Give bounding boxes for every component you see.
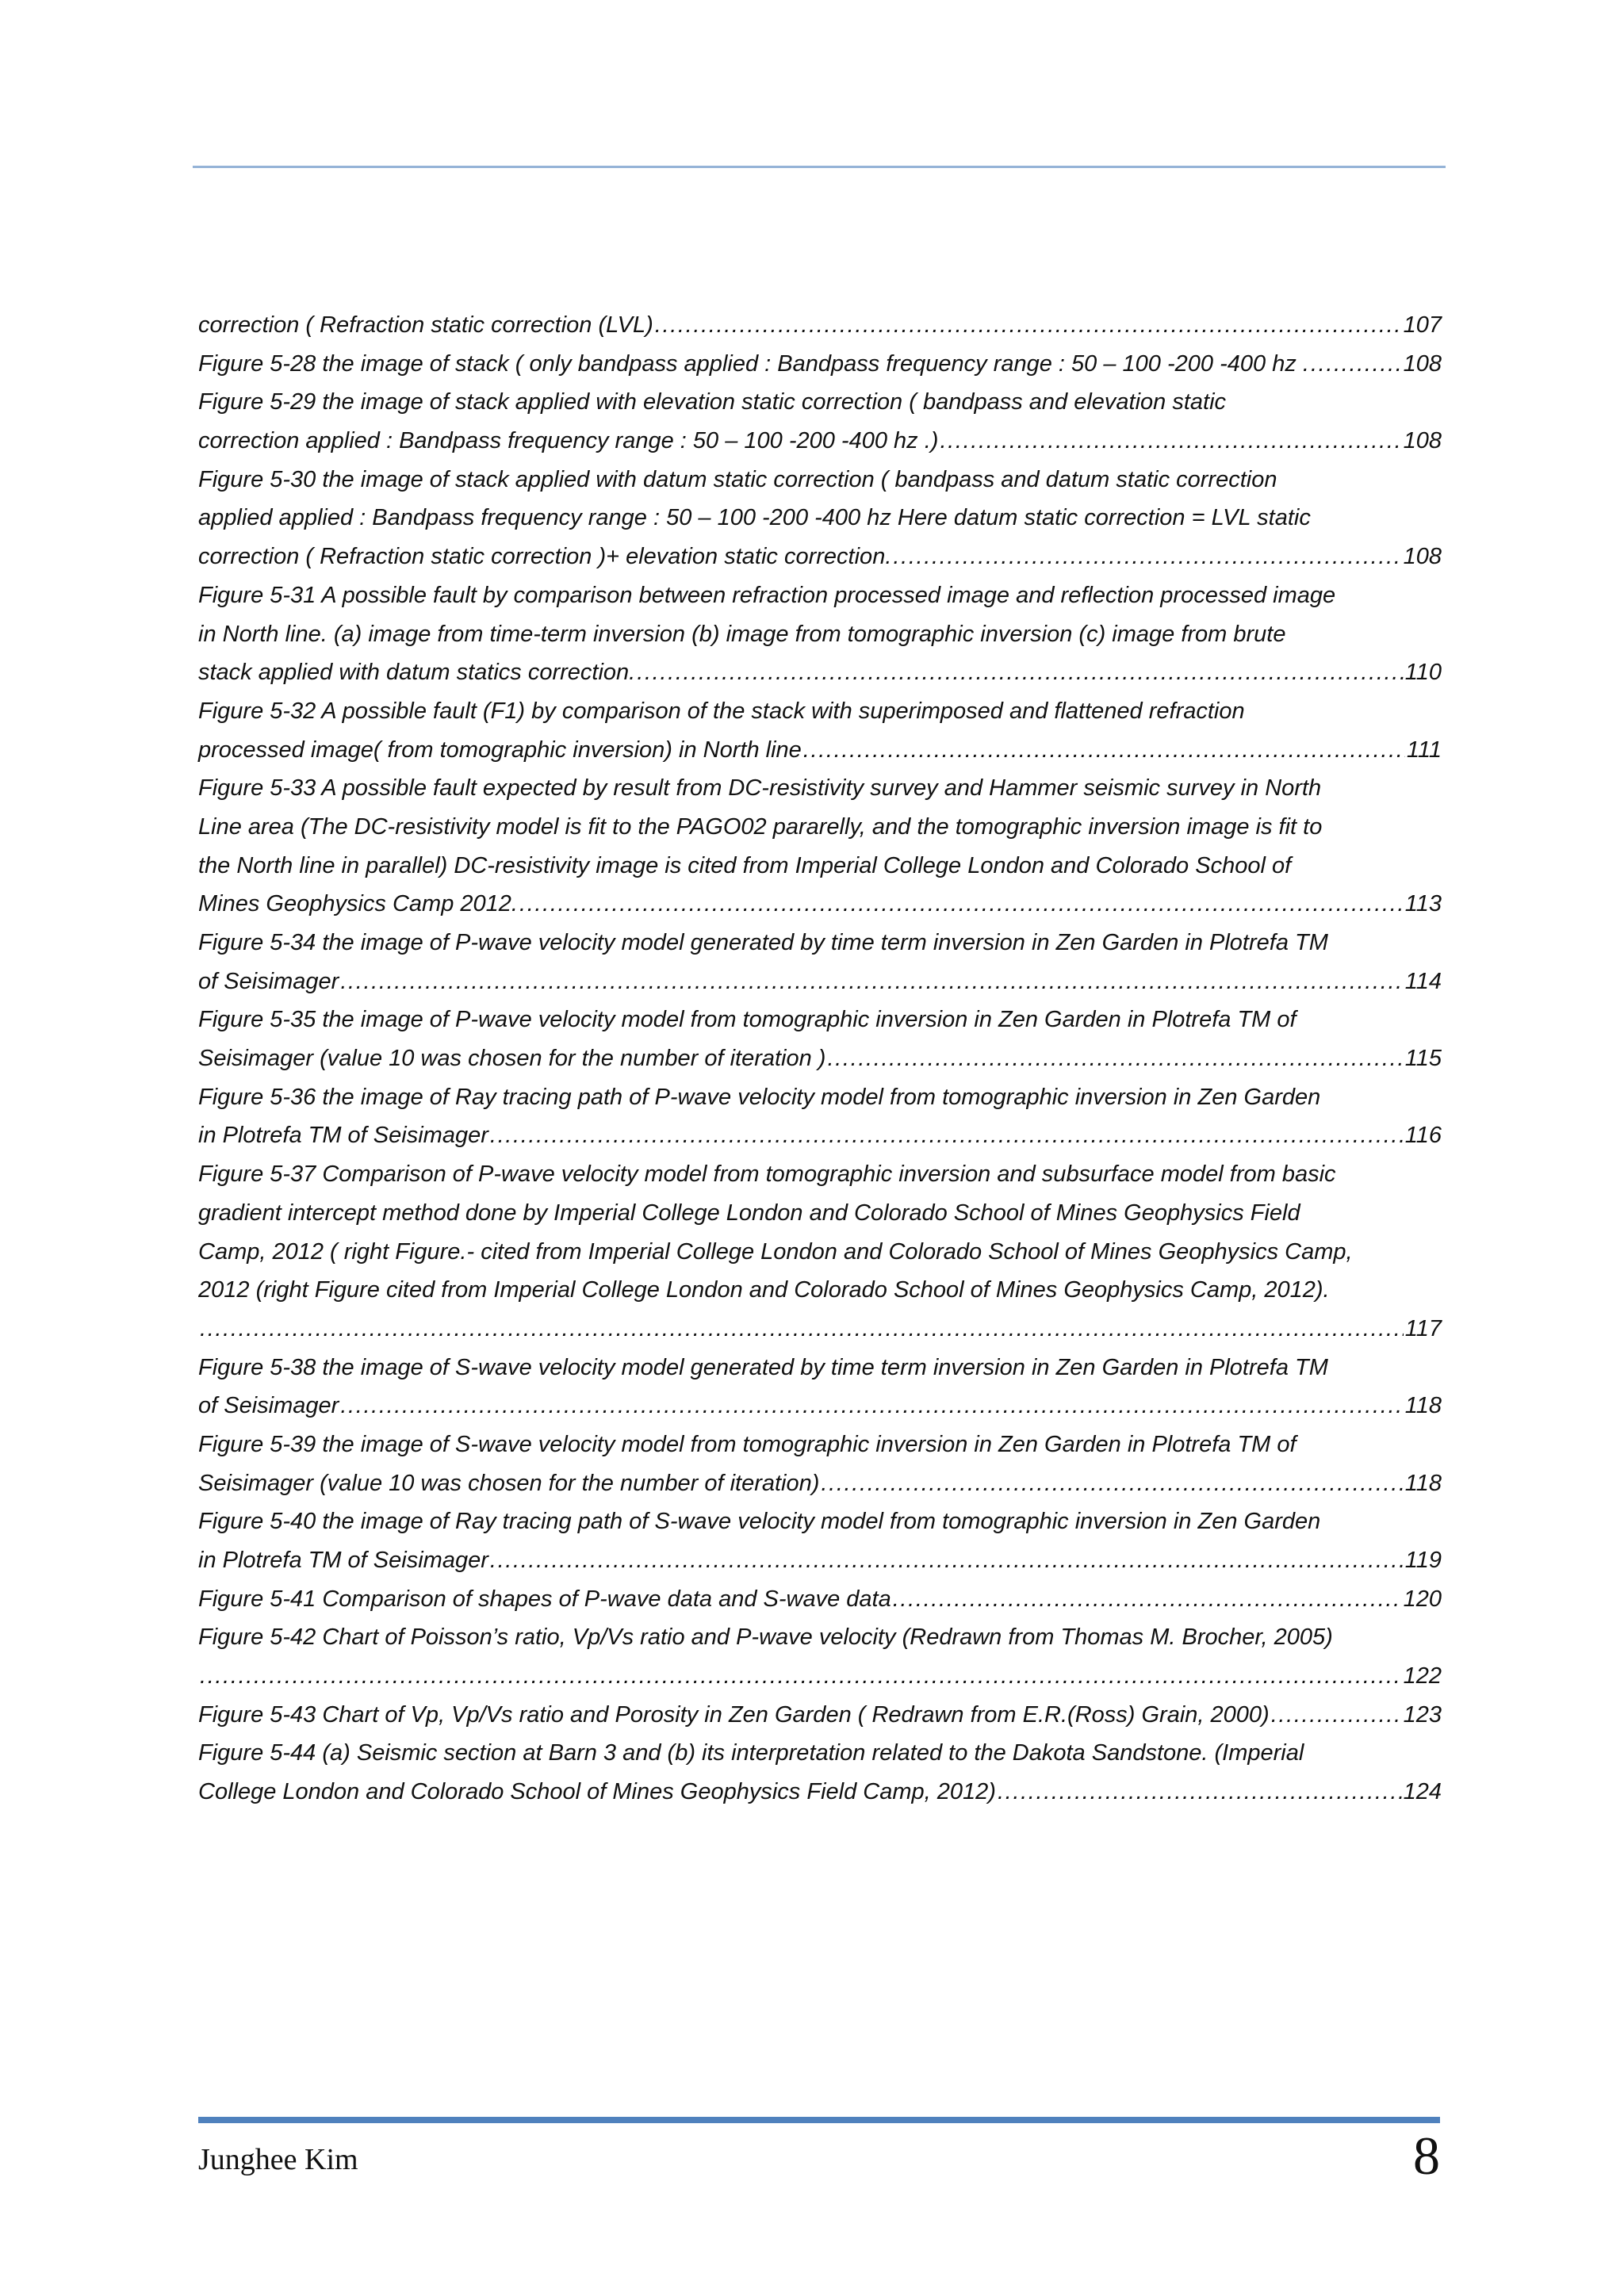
dot-leader <box>655 306 1402 345</box>
toc-entry-last-line <box>198 653 1442 692</box>
toc-entry-text-line: Figure 5-37 Comparison of P-wave velocity model from tomographic inversion and subsurface model from basic <box>198 1161 1336 1188</box>
toc-entry-text: in Plotrefa TM of Seisimager <box>198 1548 488 1573</box>
dot-leader <box>490 1541 1404 1580</box>
toc-entry[interactable] <box>198 1734 1442 1811</box>
toc-entry-text: Seisimager (value 10 was chosen for the number of iteration) <box>198 1470 820 1496</box>
toc-entry[interactable] <box>198 1078 1442 1155</box>
toc-entry-text: processed image( from tomographic inversion) in North line <box>198 737 802 763</box>
toc-page-number: 123 <box>1403 1701 1442 1728</box>
toc-entry-text-line: Figure 5-39 the image of S-wave velocity model from tomographic inversion in Zen Garden in Plotrefa TM of <box>198 1431 1297 1457</box>
toc-entry-text-line: Camp, 2012 ( right Figure.- cited from Imperial College London and Colorado School of Mines Geophysics Camp, <box>198 1238 1353 1265</box>
toc-entry-text-line: Figure 5-44 (a) Seismic section at Barn 3 and (b) its interpretation related to the Dakota Sandstone. (Imperial <box>198 1740 1304 1766</box>
toc-page-number: 108 <box>1403 544 1442 570</box>
toc-entry[interactable] <box>198 1502 1442 1579</box>
toc-entry-text-line: Line area (The DC-resistivity model is fit to the PAGO02 pararelly, and the tomographic inversion image is fit to <box>198 813 1323 840</box>
footer-page-number: 8 <box>1413 2126 1440 2186</box>
toc-entry-last-line <box>198 1773 1442 1812</box>
toc-entry-text-line: Figure 5-40 the image of Ray tracing path of S-wave velocity model from tomographic inversion in Zen Garden <box>198 1509 1321 1535</box>
toc-entry-text: correction ( Refraction static correction )+ elevation static correction. <box>198 544 892 570</box>
toc-entry-text-line: Figure 5-29 the image of stack applied with elevation static correction ( bandpass and elevation static <box>198 389 1227 415</box>
toc-page-number: 119 <box>1404 1548 1442 1573</box>
toc-entry[interactable] <box>198 383 1442 460</box>
toc-entry-text: stack applied with datum statics correction. <box>198 660 636 686</box>
dot-leader <box>200 1310 1404 1349</box>
toc-entry-text: of Seisimager <box>198 1393 339 1419</box>
toc-entry[interactable] <box>198 1696 1442 1735</box>
toc-entry-text-line: applied applied : Bandpass frequency range : 50 – 100 -200 -400 hz Here datum static correction = LVL static <box>198 505 1311 531</box>
toc-entry-last-line <box>198 538 1442 576</box>
toc-entry[interactable] <box>198 576 1442 692</box>
header-rule <box>193 166 1446 168</box>
dot-leader <box>821 1464 1403 1503</box>
toc-entry-last-line <box>198 1310 1442 1349</box>
dot-leader <box>803 731 1405 770</box>
toc-entry-last-line <box>198 1116 1442 1155</box>
toc-entry[interactable] <box>198 692 1442 769</box>
toc-entry-text: Figure 5-43 Chart of Vp, Vp/Vs ratio and Porosity in Zen Garden ( Redrawn from E.R.(Ross) Grain, 2000) <box>198 1701 1270 1728</box>
toc-entry[interactable] <box>198 1001 1442 1077</box>
toc-entry-text-line: Figure 5-36 the image of Ray tracing path of P-wave velocity model from tomographic inversion in Zen Garden <box>198 1084 1321 1110</box>
toc-entry-last-line <box>198 1387 1442 1425</box>
toc-entry-text: of Seisimager <box>198 968 339 994</box>
dot-leader <box>940 422 1401 461</box>
toc-page-number: 110 <box>1404 660 1442 686</box>
toc-entry[interactable] <box>198 924 1442 1001</box>
toc-entry-last-line <box>198 1696 1442 1735</box>
toc-entry-text-line: 2012 (right Figure cited from Imperial College London and Colorado School of Mines Geophysics Camp, 2012). <box>198 1277 1330 1303</box>
toc-entry[interactable] <box>198 1155 1442 1348</box>
toc-entry-last-line <box>198 1657 1442 1696</box>
toc-entry-last-line <box>198 422 1442 461</box>
toc-entry-text: correction applied : Bandpass frequency range : 50 – 100 -200 -400 hz .) <box>198 428 939 454</box>
toc-entry-last-line <box>198 1464 1442 1503</box>
toc-entry-last-line <box>198 885 1442 924</box>
dot-leader <box>519 885 1404 924</box>
toc-entry-last-line <box>198 345 1442 384</box>
dot-leader <box>827 1039 1403 1078</box>
toc-entry-text-line: Figure 5-33 A possible fault expected by result from DC-resistivity survey and Hammer seismic survey in North <box>198 775 1322 802</box>
toc-page-number: 116 <box>1404 1123 1442 1149</box>
toc-page-number: 108 <box>1403 350 1442 377</box>
toc-entry-text: College London and Colorado School of Mines Geophysics Field Camp, 2012) <box>198 1779 996 1805</box>
toc-entry-text: Mines Geophysics Camp 2012. <box>198 891 518 917</box>
toc-entry-text-line: the North line in parallel) DC-resistivity image is cited from Imperial College London and Colorado School of <box>198 852 1292 878</box>
toc-entry-text: in Plotrefa TM of Seisimager <box>198 1123 488 1149</box>
toc-page-number: 120 <box>1403 1586 1442 1612</box>
toc-entry-text-line: Figure 5-30 the image of stack applied with datum static correction ( bandpass and datum static correction <box>198 466 1277 492</box>
toc-page-number: 115 <box>1404 1046 1442 1072</box>
dot-leader <box>1271 1696 1402 1735</box>
toc-entry-text: Seisimager (value 10 was chosen for the number of iteration ) <box>198 1046 826 1072</box>
list-of-figures <box>198 306 1442 1812</box>
dot-leader <box>490 1116 1404 1155</box>
dot-leader <box>893 538 1401 576</box>
dot-leader <box>200 1657 1402 1696</box>
toc-entry-last-line <box>198 962 1442 1001</box>
toc-entry-text-line: Figure 5-34 the image of P-wave velocity model generated by time term inversion in Zen Garden in Plotrefa TM <box>198 930 1328 955</box>
toc-entry-last-line <box>198 1580 1442 1619</box>
toc-entry[interactable] <box>198 1618 1442 1695</box>
toc-entry[interactable] <box>198 306 1442 345</box>
toc-entry[interactable] <box>198 1425 1442 1502</box>
toc-entry-last-line <box>198 1541 1442 1580</box>
toc-entry-text: Figure 5-41 Comparison of shapes of P-wave data and S-wave data <box>198 1586 891 1612</box>
toc-entry-text-line: Figure 5-32 A possible fault (F1) by comparison of the stack with superimposed and flattened refraction <box>198 698 1245 724</box>
toc-entry[interactable] <box>198 461 1442 576</box>
toc-entry-last-line <box>198 1039 1442 1078</box>
toc-page-number: 118 <box>1404 1393 1442 1419</box>
toc-entry-text-line: Figure 5-31 A possible fault by comparison between refraction processed image and reflection processed image <box>198 582 1336 608</box>
dot-leader <box>340 1387 1403 1425</box>
toc-entry-last-line <box>198 306 1442 345</box>
dot-leader <box>893 1580 1402 1619</box>
footer-rule <box>198 2117 1440 2123</box>
toc-page-number: 124 <box>1403 1779 1442 1805</box>
toc-entry-text: correction ( Refraction static correction (LVL) <box>198 312 653 338</box>
toc-entry[interactable] <box>198 1580 1442 1619</box>
toc-page-number: 108 <box>1403 428 1442 454</box>
dot-leader <box>340 962 1403 1001</box>
toc-entry[interactable] <box>198 1349 1442 1425</box>
toc-entry-text-line: Figure 5-42 Chart of Poisson’s ratio, Vp/Vs ratio and P-wave velocity (Redrawn from Thomas M. Brocher, 2005) <box>198 1624 1333 1651</box>
toc-entry[interactable] <box>198 345 1442 384</box>
dot-leader <box>1311 345 1402 384</box>
toc-entry-last-line <box>198 731 1442 770</box>
toc-page-number: 117 <box>1404 1315 1442 1341</box>
toc-entry-text-line: in North line. (a) image from time-term inversion (b) image from tomographic inversion (c) image from brute <box>198 621 1286 647</box>
toc-page-number: 113 <box>1404 891 1442 917</box>
dot-leader <box>637 653 1404 692</box>
toc-entry-text-line: Figure 5-38 the image of S-wave velocity model generated by time term inversion in Zen Garden in Plotrefa TM <box>198 1354 1328 1380</box>
toc-entry-text-line: Figure 5-35 the image of P-wave velocity model from tomographic inversion in Zen Garden in Plotrefa TM of <box>198 1007 1297 1033</box>
toc-entry[interactable] <box>198 769 1442 924</box>
dot-leader <box>998 1773 1402 1812</box>
footer-author: Junghee Kim <box>198 2143 358 2176</box>
toc-page-number: 114 <box>1404 968 1442 994</box>
toc-page-number: 122 <box>1403 1663 1442 1689</box>
toc-page-number: 107 <box>1403 312 1442 338</box>
toc-entry-text-line: gradient intercept method done by Imperial College London and Colorado School of Mines Geophysics Field <box>198 1200 1300 1226</box>
toc-entry-text: Figure 5-28 the image of stack ( only bandpass applied : Bandpass frequency range : 50 – 100 -200 -400 hz . <box>198 350 1309 377</box>
toc-page-number: 111 <box>1406 737 1442 763</box>
toc-page-number: 118 <box>1404 1470 1442 1496</box>
